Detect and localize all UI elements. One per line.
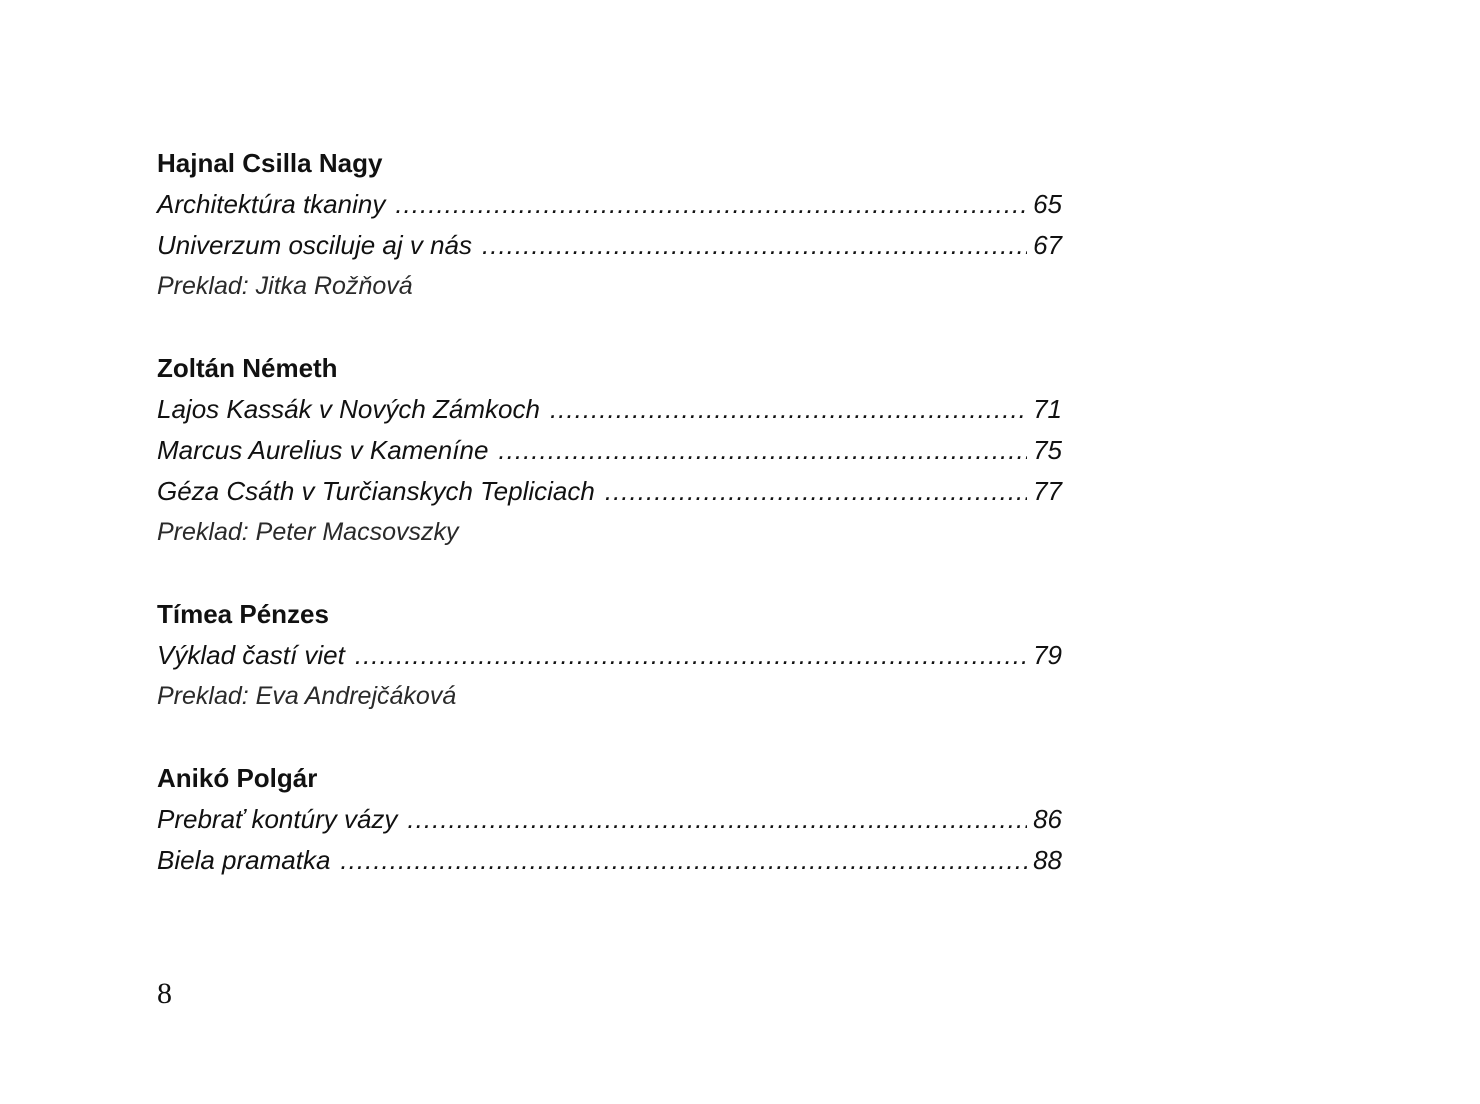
entry-page-number: 86 — [1033, 804, 1062, 834]
entry-title: Výklad častí viet — [157, 640, 345, 670]
dot-leader — [605, 471, 1027, 512]
author-name: Tímea Pénzes — [157, 599, 329, 629]
translator-credit: Preklad: Eva Andrejčáková — [157, 682, 457, 710]
toc-entry — [157, 635, 1062, 676]
page-number: 8 — [157, 977, 172, 1010]
entry-page-number: 79 — [1033, 640, 1062, 670]
entry-page-number: 71 — [1033, 394, 1062, 424]
dot-leader — [550, 389, 1027, 430]
toc-section — [157, 143, 1062, 307]
toc-entry — [157, 799, 1062, 840]
toc-entry — [157, 471, 1062, 512]
toc-entry — [157, 430, 1062, 471]
toc-section — [157, 594, 1062, 717]
toc-section — [157, 758, 1062, 881]
dot-leader — [340, 840, 1027, 881]
entry-title: Lajos Kassák v Nových Zámkoch — [157, 394, 540, 424]
author-name: Zoltán Németh — [157, 353, 338, 383]
dot-leader — [355, 635, 1027, 676]
dot-leader — [498, 430, 1027, 471]
entry-page-number: 77 — [1033, 476, 1062, 506]
translator-credit: Preklad: Jitka Rožňová — [157, 272, 413, 300]
toc-entry — [157, 184, 1062, 225]
dot-leader — [395, 184, 1027, 225]
entry-title: Univerzum osciluje aj v nás — [157, 230, 473, 260]
entry-page-number: 88 — [1033, 845, 1062, 875]
entry-title: Biela pramatka — [157, 845, 331, 875]
toc-entry — [157, 225, 1062, 266]
entry-page-number: 67 — [1033, 230, 1062, 260]
entry-title: Géza Csáth v Turčianskych Tepliciach — [157, 476, 595, 506]
entry-title: Architektúra tkaniny — [157, 189, 386, 219]
entry-page-number: 75 — [1033, 435, 1062, 465]
author-name: Hajnal Csilla Nagy — [157, 148, 383, 178]
toc-entry — [157, 840, 1062, 881]
entry-title: Prebrať kontúry vázy — [157, 804, 398, 834]
dot-leader — [482, 225, 1027, 266]
dot-leader — [407, 799, 1027, 840]
author-name: Anikó Polgár — [157, 763, 318, 793]
entry-page-number: 65 — [1033, 189, 1062, 219]
toc-entry — [157, 389, 1062, 430]
toc-section — [157, 348, 1062, 553]
table-of-contents — [157, 143, 1062, 922]
translator-credit: Preklad: Peter Macsovszky — [157, 518, 459, 546]
entry-title: Marcus Aurelius v Kameníne — [157, 435, 489, 465]
